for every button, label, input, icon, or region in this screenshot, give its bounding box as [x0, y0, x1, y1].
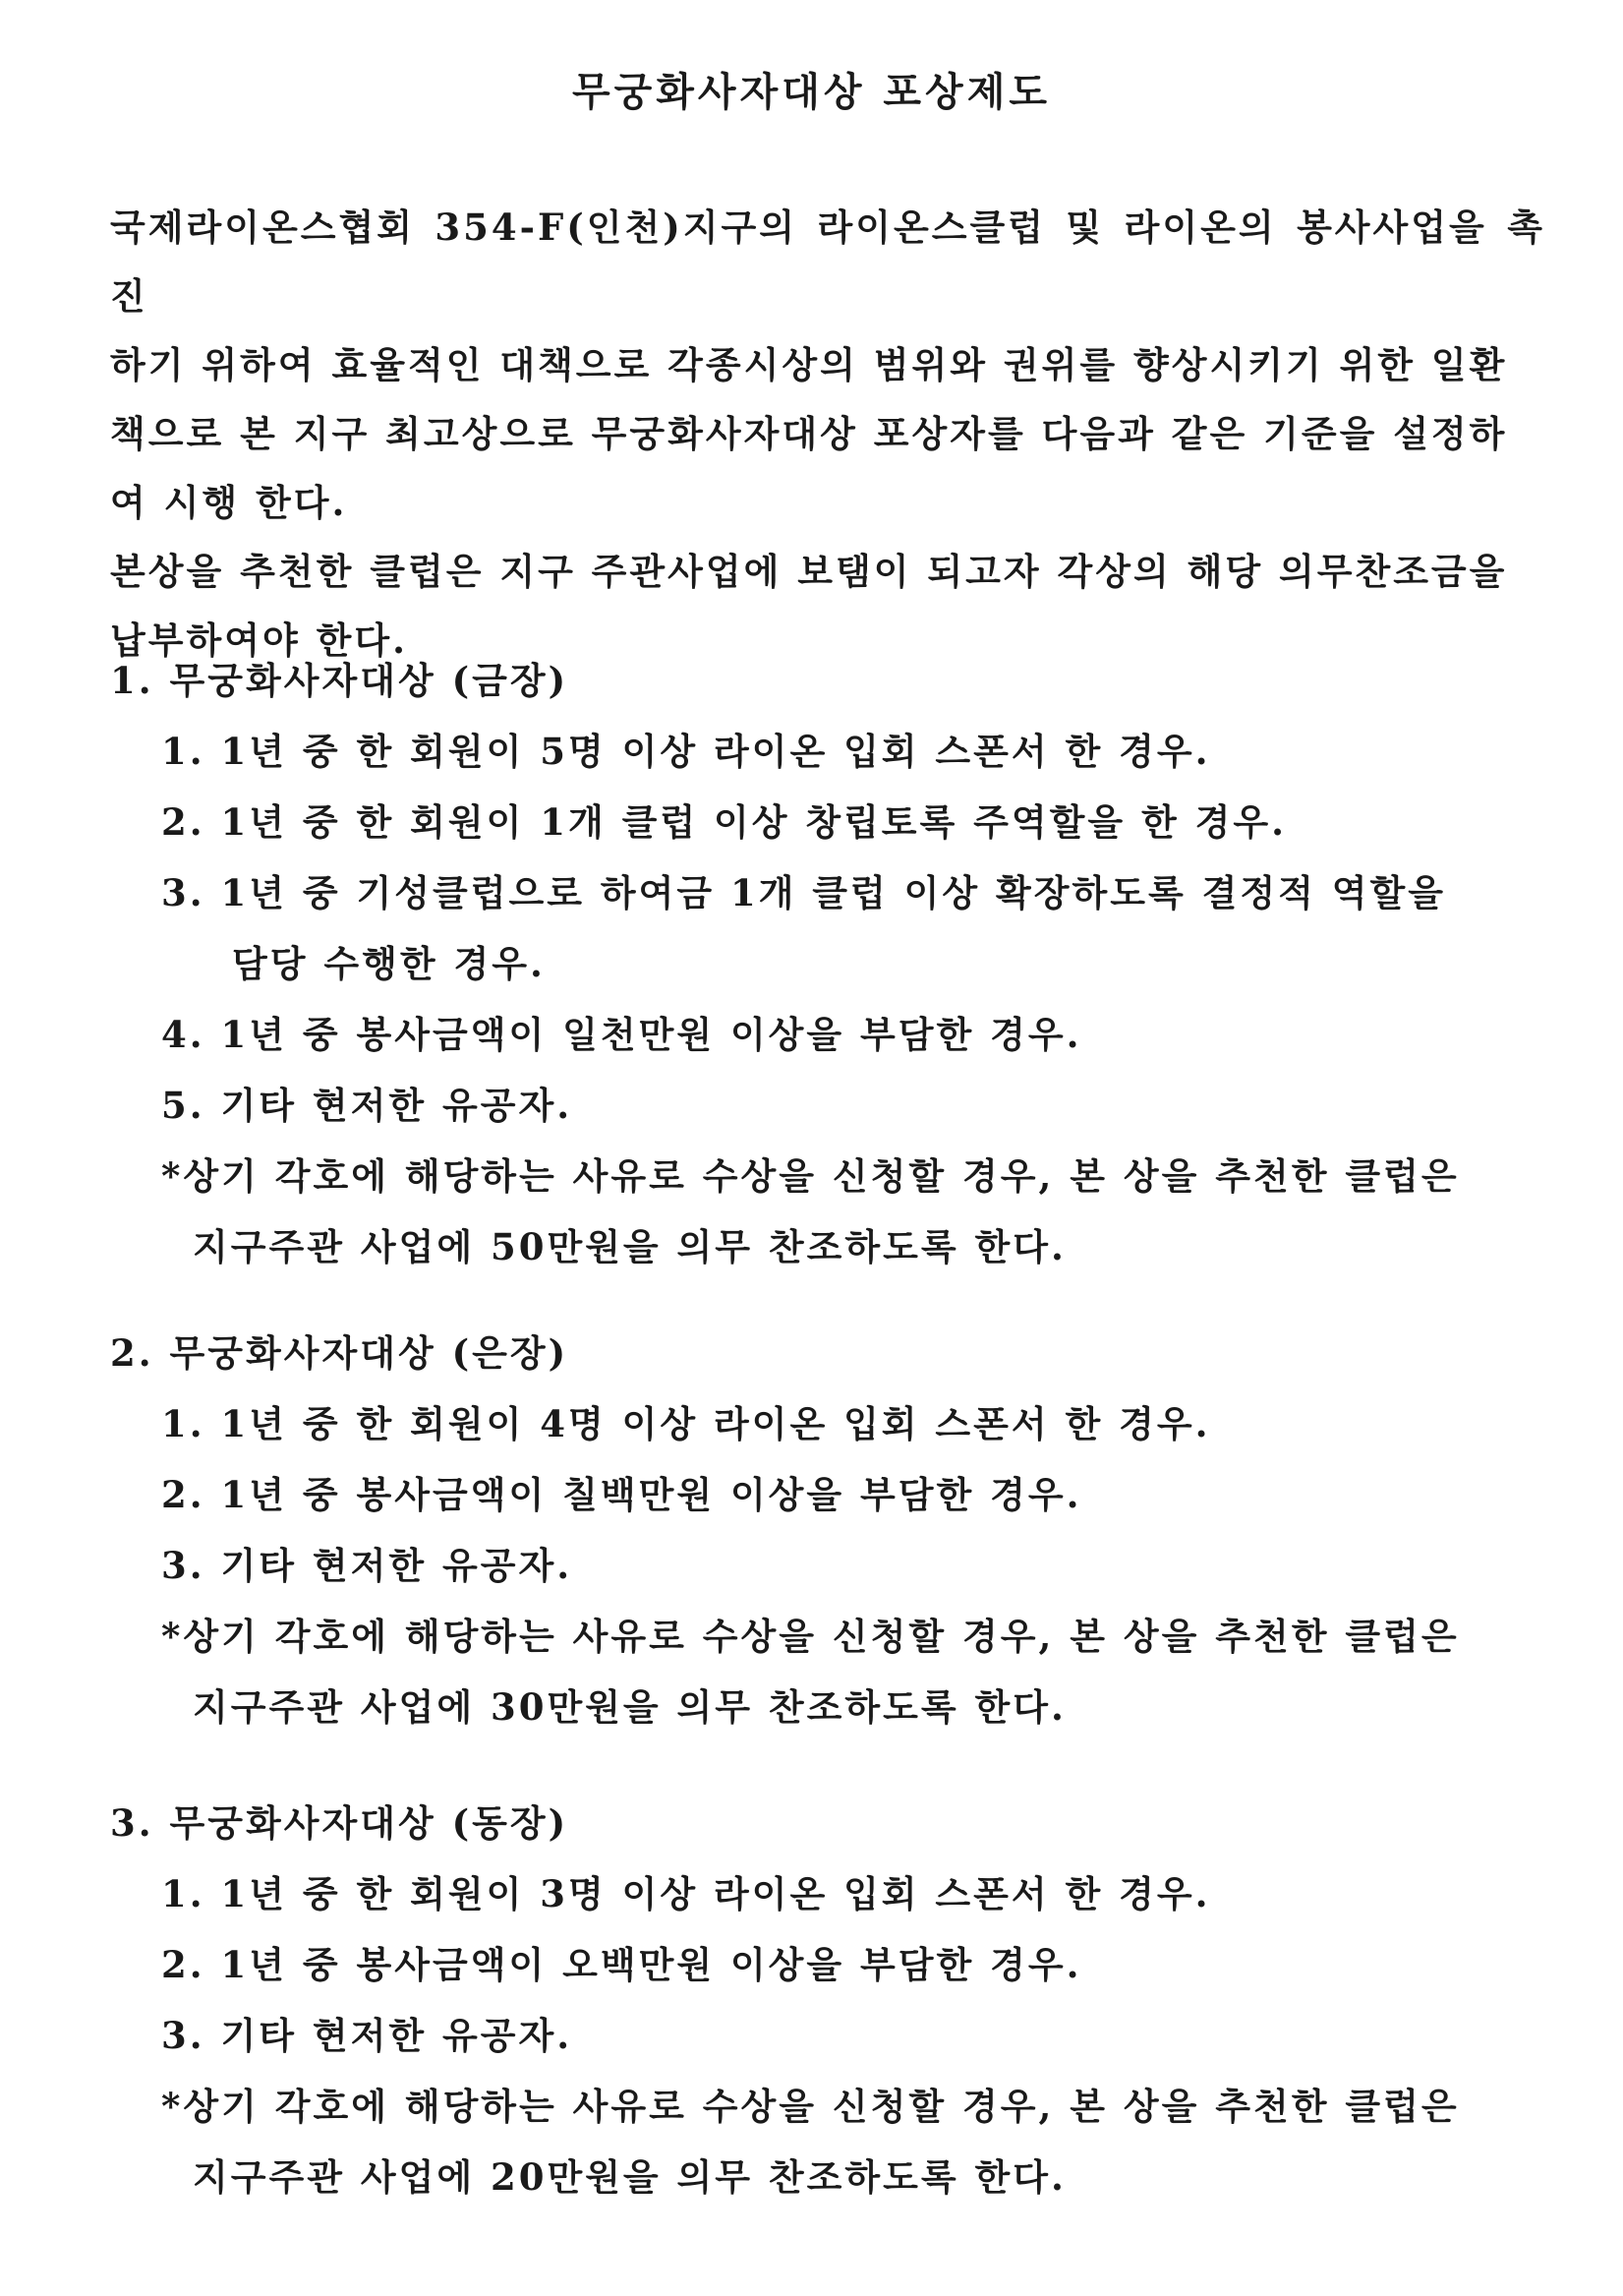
criteria-item: 3. 기타 현저한 유공자.	[161, 2014, 573, 2057]
contribution-note: *상기 각호에 해당하는 사유로 수상을 신청할 경우, 본 상을 추천한 클럽은	[161, 1154, 1460, 1198]
criteria-item: 5. 기타 현저한 유공자.	[161, 1084, 573, 1127]
intro-line: 국제라이온스협회 354-F(인천)지구의 라이온스클럽 및 라이온의 봉사사업을 촉진	[110, 206, 1545, 318]
section-bronze	[110, 1788, 1545, 2212]
section-heading: 1. 무궁화사자대상 (금장)	[110, 659, 569, 702]
criteria-item: 2. 1년 중 한 회원이 1개 클럽 이상 창립토록 주역할을 한 경우.	[161, 800, 1288, 844]
criteria-item: 3. 1년 중 기성클럽으로 하여금 1개 클럽 이상 확장하도록 결정적 역할을	[161, 871, 1446, 914]
criteria-item: 1. 1년 중 한 회원이 5명 이상 라이온 입회 스폰서 한 경우.	[161, 730, 1211, 773]
criteria-item: 3. 기타 현저한 유공자.	[161, 1544, 573, 1587]
section-silver	[110, 1318, 1545, 1742]
intro-line: 하기 위하여 효율적인 대책으로 각종시상의 범위와 권위를 향상시키기 위한 일환	[110, 343, 1508, 386]
intro-line: 본상을 추천한 클럽은 지구 주관사업에 보탬이 되고자 각상의 해당 의무찬조금을	[110, 550, 1508, 593]
criteria-item-continued: 담당 수행한 경우.	[232, 942, 546, 985]
contribution-note-continued: 지구주관 사업에 50만원을 의무 찬조하도록 한다.	[193, 1225, 1067, 1268]
contribution-note-continued: 지구주관 사업에 20만원을 의무 찬조하도록 한다.	[193, 2155, 1067, 2199]
intro-paragraph	[110, 193, 1545, 675]
criteria-item: 1. 1년 중 한 회원이 3명 이상 라이온 입회 스폰서 한 경우.	[161, 1872, 1211, 1915]
section-gold	[110, 645, 1545, 1282]
section-heading: 3. 무궁화사자대상 (동장)	[110, 1801, 569, 1845]
contribution-note-continued: 지구주관 사업에 30만원을 의무 찬조하도록 한다.	[193, 1685, 1067, 1729]
intro-line: 납부하여야 한다.	[110, 618, 408, 662]
section-heading: 2. 무궁화사자대상 (은장)	[110, 1331, 569, 1375]
contribution-note: *상기 각호에 해당하는 사유로 수상을 신청할 경우, 본 상을 추천한 클럽은	[161, 1615, 1460, 1658]
criteria-item: 1. 1년 중 한 회원이 4명 이상 라이온 입회 스폰서 한 경우.	[161, 1402, 1211, 1445]
contribution-note: *상기 각호에 해당하는 사유로 수상을 신청할 경우, 본 상을 추천한 클럽은	[161, 2085, 1460, 2128]
page-title: 무궁화사자대상 포상제도	[572, 69, 1051, 115]
criteria-item: 4. 1년 중 봉사금액이 일천만원 이상을 부담한 경우.	[161, 1013, 1082, 1056]
intro-line: 책으로 본 지구 최고상으로 무궁화사자대상 포상자를 다음과 같은 기준을 설정하	[110, 412, 1508, 455]
criteria-item: 2. 1년 중 봉사금액이 칠백만원 이상을 부담한 경우.	[161, 1473, 1082, 1516]
criteria-item: 2. 1년 중 봉사금액이 오백만원 이상을 부담한 경우.	[161, 1943, 1082, 1986]
intro-line: 여 시행 한다.	[110, 481, 348, 524]
